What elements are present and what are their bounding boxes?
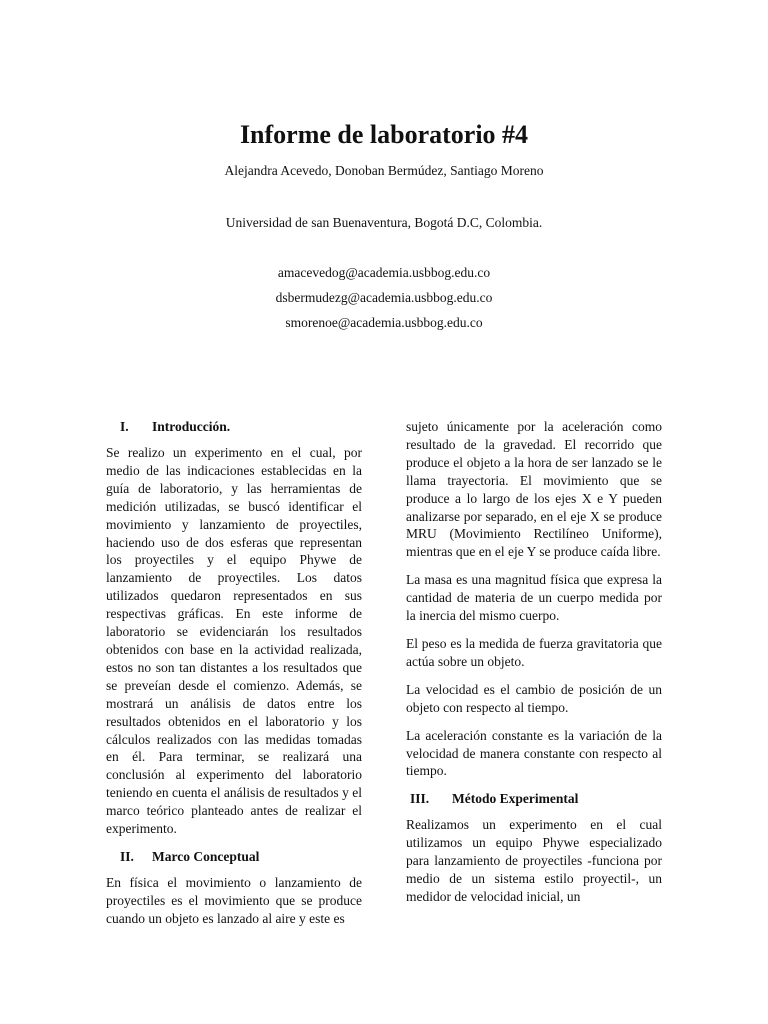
section-heading-metodo: [406, 790, 662, 808]
paper-title: Informe de laboratorio #4: [239, 120, 529, 149]
section-title: Marco Conceptual: [152, 848, 260, 864]
paragraph: La aceleración constante es la variación de la velocidad de manera constante con respecto al tiempo.: [406, 727, 662, 779]
paragraph: En física el movimiento o lanzamiento de proyectiles es el movimiento que se produce cuando un objeto es lanzado al aire y este es: [106, 874, 362, 926]
paragraph: sujeto únicamente por la aceleración como resultado de la gravedad. El recorrido que produce el objeto a la hora de ser lanzado se le llama trayectoria. El movimiento que se produce a lo largo de los ejes X e Y pueden analizarse por separado, en el eje X se produce MRU (Movimiento Rectilíneo Uniforme), mientras que en el eje Y se produce caída libre.: [406, 419, 662, 560]
section-number: I.: [120, 419, 129, 434]
author-email: amacevedog@academia.usbbog.edu.co: [277, 265, 491, 280]
left-column: [106, 418, 362, 938]
section-title: Introducción.: [152, 419, 231, 434]
right-column: [406, 418, 662, 916]
paragraph: La velocidad es el cambio de posición de un objeto con respecto al tiempo.: [406, 681, 662, 715]
section-title: Método Experimental: [452, 791, 579, 807]
paragraph: Se realizo un experimento en el cual, por medio de las indicaciones establecidas en la guía de laboratorio, y las herramientas de medición utilizadas, se buscó identificar el movimiento y lanzamiento de proyectiles, haciendo uso de dos esferas que representan los proyectiles y el equipo Phywe de lanzamiento de proyectiles. Los datos utilizados quedaron representados en sus respectivas gráficas. En este informe de laboratorio se evidenciarán los resultados obtenidos con base en la actividad realizada, estos no son tan distantes a los resultados que se preveían desde el comienzo. Además, se mostrará un análisis de datos entre los resultados obtenidos en el laboratorio y los cálculos realizados con las medidas tomadas en él. Para terminar, se realizará una conclusión al experimento del laboratorio teniendo en cuenta el análisis de resultados y el marco teórico planteado antes de realizar el experimento.: [106, 445, 362, 837]
paper-affiliation: Universidad de san Buenaventura, Bogotá D.C, Colombia.: [225, 215, 543, 230]
section-number: III.: [410, 791, 430, 807]
section-number: II.: [120, 848, 134, 864]
paragraph: El peso es la medida de fuerza gravitatoria que actúa sobre un objeto.: [406, 635, 662, 669]
section-heading-intro: [106, 418, 362, 436]
section-heading-marco: [106, 848, 362, 866]
paper-authors: Alejandra Acevedo, Donoban Bermúdez, Santiago Moreno: [224, 163, 544, 178]
paragraph: La masa es una magnitud física que expresa la cantidad de materia de un cuerpo medida por la inercia del mismo cuerpo.: [406, 572, 662, 624]
author-email: dsbermudezg@academia.usbbog.edu.co: [275, 290, 493, 305]
author-email: smorenoe@academia.usbbog.edu.co: [285, 315, 483, 330]
paragraph: Realizamos un experimento en el cual utilizamos un equipo Phywe especializado para lanzamiento de proyectiles -funciona por medio de un sistema estilo proyectil-, un medidor de velocidad inicial, un: [406, 817, 662, 904]
